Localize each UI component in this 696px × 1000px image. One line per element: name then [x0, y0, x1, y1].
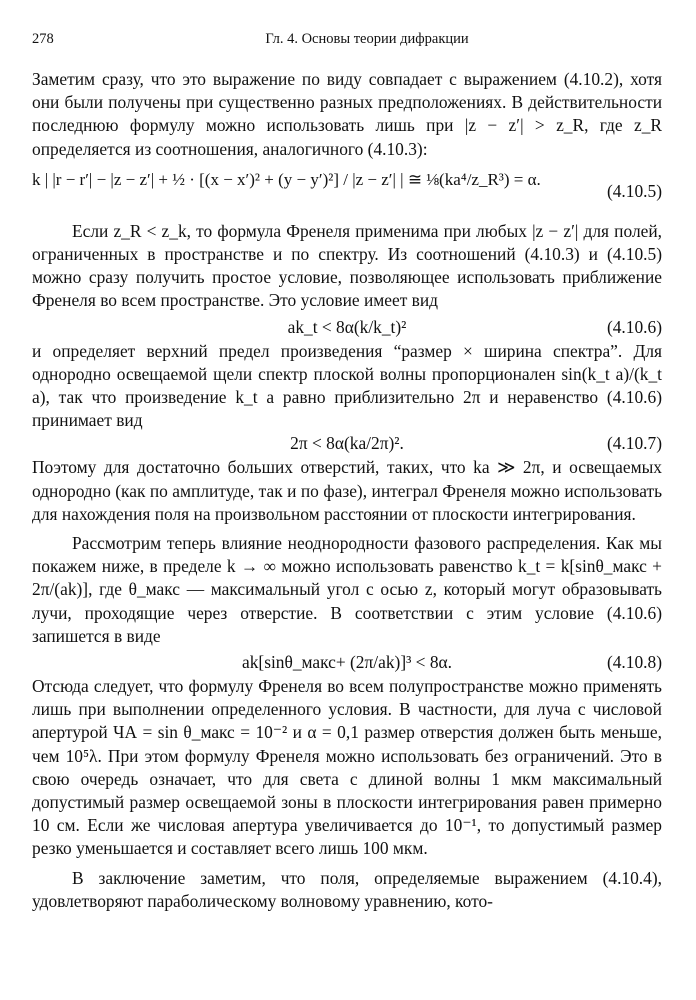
equation-4-10-8: [32, 651, 662, 675]
equation-formula: k | |r − r′| − |z − z′| + ½ · [(x − x′)² + (y − y′)²] / |z − z′| | ≅ ⅛(ka⁴/z_R³) = α.: [32, 169, 541, 189]
page-header: [32, 28, 662, 50]
paragraph-6: Отсюда следует, что формулу Френеля во всем полупространстве можно применять лишь при выполнении определенного условия. В частности, для луча с числовой апертурой ЧА = sin θ_макс = 10⁻² и α = 0,1 размер отверстия должен быть меньше, чем 10⁵λ. При этом формулу Френеля можно использовать без ограничений. Это в свою очередь означает, что для света с длиной волны 1 мкм максимальный допустимый размер освещаемой зоны в плоскости интегрирования равен примерно 10 см. Если же числовая апертура увеличивается до 10⁻¹, то допустимый размер резко уменьшается и составляет всего лишь 100 мкм.: [32, 676, 662, 859]
paragraph-3: и определяет верхний предел произведения “размер × ширина спектра”. Для однородно освещаемой щели спектр плоской волны пропорционален sin(k_t a)/(k_t a), так что произведение k_t a равно приблизительно 2π и неравенство (4.10.6) принимает вид: [32, 340, 662, 431]
equation-number: (4.10.6): [606, 316, 662, 337]
paragraph-5: Рассмотрим теперь влияние неоднородности фазового распределения. Как мы покажем ниже, в пределе k → ∞ можно использовать равенство k_t = k[sinθ_макс + 2π/(ak)], где θ_макс — максимальный угол с осью z, который могут образовывать лучи, проходящие через отверстие. В соответствии с этим условие (4.10.6) запишется в виде: [32, 533, 662, 646]
page-body: [32, 68, 662, 913]
paragraph-1: Заметим сразу, что это выражение по виду совпадает с выражением (4.10.2), хотя они были получены при существенно разных предположениях. В действительности последнюю формулу можно использовать лишь при |z − z′| > z_R, где z_R определяется из соотношения, аналогичного (4.10.3):: [32, 69, 662, 159]
equation-4-10-7: [32, 432, 662, 456]
equation-formula: ak_t < 8α(k/k_t)²: [287, 316, 407, 337]
paragraph-7: В заключение заметим, что поля, определяемые выражением (4.10.4), удовлетворяют параболическому волновому уравнению, кото-: [32, 867, 662, 911]
equation-number: (4.10.7): [606, 433, 662, 454]
paragraph-4: Поэтому для достаточно больших отверстий, таких, что ka ≫ 2π, и освещаемых однородно (как по амплитуде, так и по фазе), интеграл Френеля можно использовать для нахождения поля на произвольном расстоянии от плоскости интегрирования.: [32, 457, 662, 524]
equation-4-10-5: [32, 164, 662, 220]
paragraph-2: Если z_R < z_k, то формула Френеля применима при любых |z − z′| для полей, ограниченных в пространстве и по спектру. Из соотношений (4.10.3) и (4.10.5) можно сразу получить простое условие, позволяющее использовать приближение Френеля во всем пространстве. Это условие имеет вид: [32, 220, 662, 311]
running-title: Гл. 4. Основы теории дифракции: [265, 31, 469, 47]
equation-formula: ak[sinθ_макс+ (2π/ak)]³ < 8α.: [242, 652, 452, 673]
page-number: 278: [32, 31, 54, 47]
equation-formula: 2π < 8α(ka/2π)².: [290, 433, 404, 454]
page: [32, 28, 662, 911]
equation-number: (4.10.5): [606, 180, 662, 201]
equation-4-10-6: [32, 316, 662, 340]
equation-number: (4.10.8): [606, 652, 662, 673]
